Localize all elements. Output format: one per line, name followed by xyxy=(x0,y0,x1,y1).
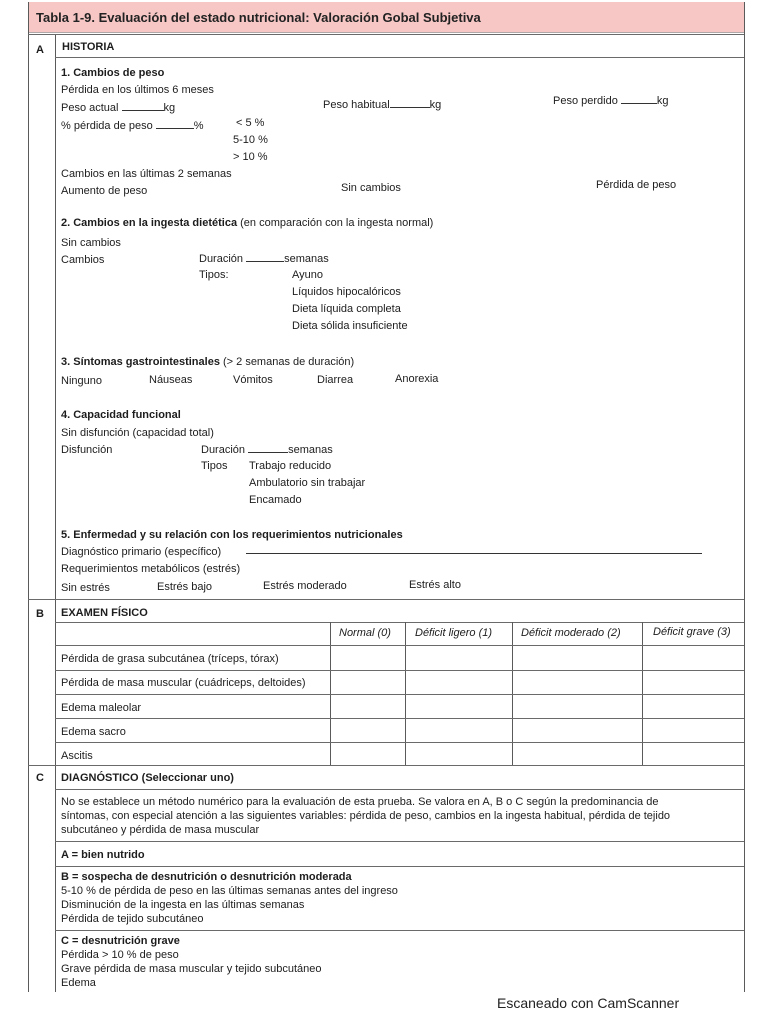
peso-habitual-label: Peso habitual xyxy=(323,99,390,111)
semanas-unit: semanas xyxy=(288,444,333,456)
pct-option-2: 5-10 % xyxy=(233,134,268,146)
diag-c-item-1: Pérdida > 10 % de peso xyxy=(61,949,179,961)
diag-c-item-2: Grave pérdida de masa muscular y tejido subcutáneo xyxy=(61,963,322,975)
exam-row-1: Pérdida de grasa subcutánea (tríceps, tórax) xyxy=(61,653,279,665)
grid-row-line xyxy=(55,742,744,743)
s3-title-note: (> 2 semanas de duración) xyxy=(223,356,355,368)
diag-intro-line-3: subcutáneo y pérdida de masa muscular xyxy=(61,824,260,836)
pct-option-1: < 5 % xyxy=(236,117,265,129)
s2-tipo-1: Ayuno xyxy=(292,269,323,281)
grid-row-line xyxy=(55,645,744,646)
exam-row-4: Edema sacro xyxy=(61,726,126,738)
left-border xyxy=(28,2,29,992)
pct-unit: % xyxy=(193,120,204,132)
s4-tipo-1: Trabajo reducido xyxy=(249,460,332,472)
s4-duracion-field xyxy=(201,442,333,457)
diag-c-title: C = desnutrición grave xyxy=(61,935,180,947)
divider xyxy=(28,765,744,766)
blank-line xyxy=(246,251,284,262)
option-sin-cambios: Sin cambios xyxy=(341,182,401,194)
s3-title-line xyxy=(61,355,354,369)
right-border xyxy=(744,2,745,992)
s5-diag: Diagnóstico primario (específico) xyxy=(61,546,222,558)
diag-b-item-3: Pérdida de tejido subcutáneo xyxy=(61,913,204,925)
s3-option-1: Ninguno xyxy=(61,375,102,387)
s5-option-4: Estrés alto xyxy=(409,579,461,591)
diag-b-item-1: 5-10 % de pérdida de peso en las últimas semanas antes del ingreso xyxy=(61,885,398,897)
divider xyxy=(28,34,744,35)
kg-unit: kg xyxy=(429,99,442,111)
kg-unit: kg xyxy=(163,102,176,114)
pct-perdida-label: % pérdida de peso xyxy=(61,120,153,132)
col-deficit-moderado: Déficit moderado (2) xyxy=(521,627,621,639)
blank-line xyxy=(156,118,194,129)
s2-duracion-field xyxy=(199,251,329,266)
diag-a-title: A = bien nutrido xyxy=(61,849,145,861)
peso-perdido-label: Peso perdido xyxy=(553,95,618,107)
divider xyxy=(55,866,744,867)
col-deficit-grave: Déficit grave (3) xyxy=(653,626,731,638)
s2-sin-cambios: Sin cambios xyxy=(61,237,121,249)
s1-loss6: Pérdida en los últimos 6 meses xyxy=(61,84,214,96)
grid-row-line xyxy=(55,694,744,695)
divider xyxy=(55,789,744,790)
s3-option-3: Vómitos xyxy=(233,374,273,386)
grid-row-line xyxy=(55,670,744,671)
peso-habitual-field xyxy=(323,97,441,112)
s5-option-2: Estrés bajo xyxy=(157,581,213,593)
section-column-divider xyxy=(55,34,56,992)
s4-tipo-2: Ambulatorio sin trabajar xyxy=(249,477,366,489)
diag-intro-line-1: No se establece un método numérico para la evaluación de esta prueba. Se valora en A, B o C según la predominancia de xyxy=(61,796,659,808)
duracion-label: Duración xyxy=(201,444,246,456)
s5-option-3: Estrés moderado xyxy=(263,580,347,592)
exam-row-5: Ascitis xyxy=(61,750,93,762)
s2-title-note: (en comparación con la ingesta normal) xyxy=(240,217,434,229)
divider xyxy=(28,599,744,600)
s4-disf: Disfunción xyxy=(61,444,113,456)
semanas-unit: semanas xyxy=(284,253,329,265)
pct-perdida-field xyxy=(61,118,204,133)
section-a-letter: A xyxy=(36,44,44,56)
s2-cambios: Cambios xyxy=(61,254,105,266)
exam-row-2: Pérdida de masa muscular (cuádriceps, deltoides) xyxy=(61,677,306,689)
divider xyxy=(55,841,744,842)
s5-title: 5. Enfermedad y su relación con los requerimientos nutricionales xyxy=(61,529,403,541)
s2-tipos: Tipos: xyxy=(199,269,229,281)
peso-actual-label: Peso actual xyxy=(61,102,119,114)
s4-tipo-3: Encamado xyxy=(249,494,302,506)
pct-option-3: > 10 % xyxy=(233,151,268,163)
s2-tipo-4: Dieta sólida insuficiente xyxy=(292,320,408,332)
blank-line xyxy=(621,93,657,104)
duracion-label: Duración xyxy=(199,253,244,265)
section-a-heading: HISTORIA xyxy=(62,41,115,53)
blank-line xyxy=(390,97,430,108)
diag-b-item-2: Disminución de la ingesta en las últimas semanas xyxy=(61,899,305,911)
option-perdida: Pérdida de peso xyxy=(596,179,677,191)
divider xyxy=(55,930,744,931)
diagnosis-blank-line xyxy=(246,553,702,554)
s1-title: 1. Cambios de peso xyxy=(61,67,165,79)
blank-line xyxy=(248,442,288,453)
s3-title: 3. Síntomas gastrointestinales xyxy=(61,356,220,368)
section-c-letter: C xyxy=(36,772,44,784)
diag-b-title: B = sospecha de desnutrición o desnutrición moderada xyxy=(61,871,352,883)
s5-option-1: Sin estrés xyxy=(61,582,110,594)
s4-sin-disf: Sin disfunción (capacidad total) xyxy=(61,427,214,439)
grid-row-line xyxy=(55,718,744,719)
divider xyxy=(55,622,744,623)
exam-row-3: Edema maleolar xyxy=(61,702,142,714)
kg-unit: kg xyxy=(656,95,669,107)
blank-line xyxy=(122,100,164,111)
s3-option-2: Náuseas xyxy=(149,374,193,386)
section-c-heading: DIAGNÓSTICO (Seleccionar uno) xyxy=(61,772,234,784)
camscanner-footer: Escaneado con CamScanner xyxy=(497,995,680,1011)
s2-title: 2. Cambios en la ingesta dietética xyxy=(61,217,238,229)
s2-tipo-2: Líquidos hipocalóricos xyxy=(292,286,401,298)
option-aumento: Aumento de peso xyxy=(61,185,148,197)
table-title: Tabla 1-9. Evaluación del estado nutricional: Valoración Gobal Subjetiva xyxy=(36,10,481,25)
diag-intro-line-2: síntomas, con especial atención a las siguientes variables: pérdida de peso, cambios en la ingesta habitual, pérdida de tejido xyxy=(61,810,671,822)
s2-title-line xyxy=(61,216,433,230)
col-deficit-ligero: Déficit ligero (1) xyxy=(415,627,493,639)
s4-tipos: Tipos xyxy=(201,460,228,472)
s5-req: Requerimientos metabólicos (estrés) xyxy=(61,563,241,575)
peso-perdido-field xyxy=(553,93,669,108)
section-b-heading: EXAMEN FÍSICO xyxy=(61,607,148,619)
section-b-letter: B xyxy=(36,608,44,620)
s1-changes2: Cambios en las últimas 2 semanas xyxy=(61,168,232,180)
table-title-bar xyxy=(28,2,744,33)
s4-title: 4. Capacidad funcional xyxy=(61,409,181,421)
divider xyxy=(55,57,744,58)
s2-tipo-3: Dieta líquida completa xyxy=(292,303,401,315)
s3-option-5: Anorexia xyxy=(395,373,439,385)
peso-actual-field xyxy=(61,100,175,115)
col-normal: Normal (0) xyxy=(339,627,391,639)
s3-option-4: Diarrea xyxy=(317,374,354,386)
diag-c-item-3: Edema xyxy=(61,977,96,989)
